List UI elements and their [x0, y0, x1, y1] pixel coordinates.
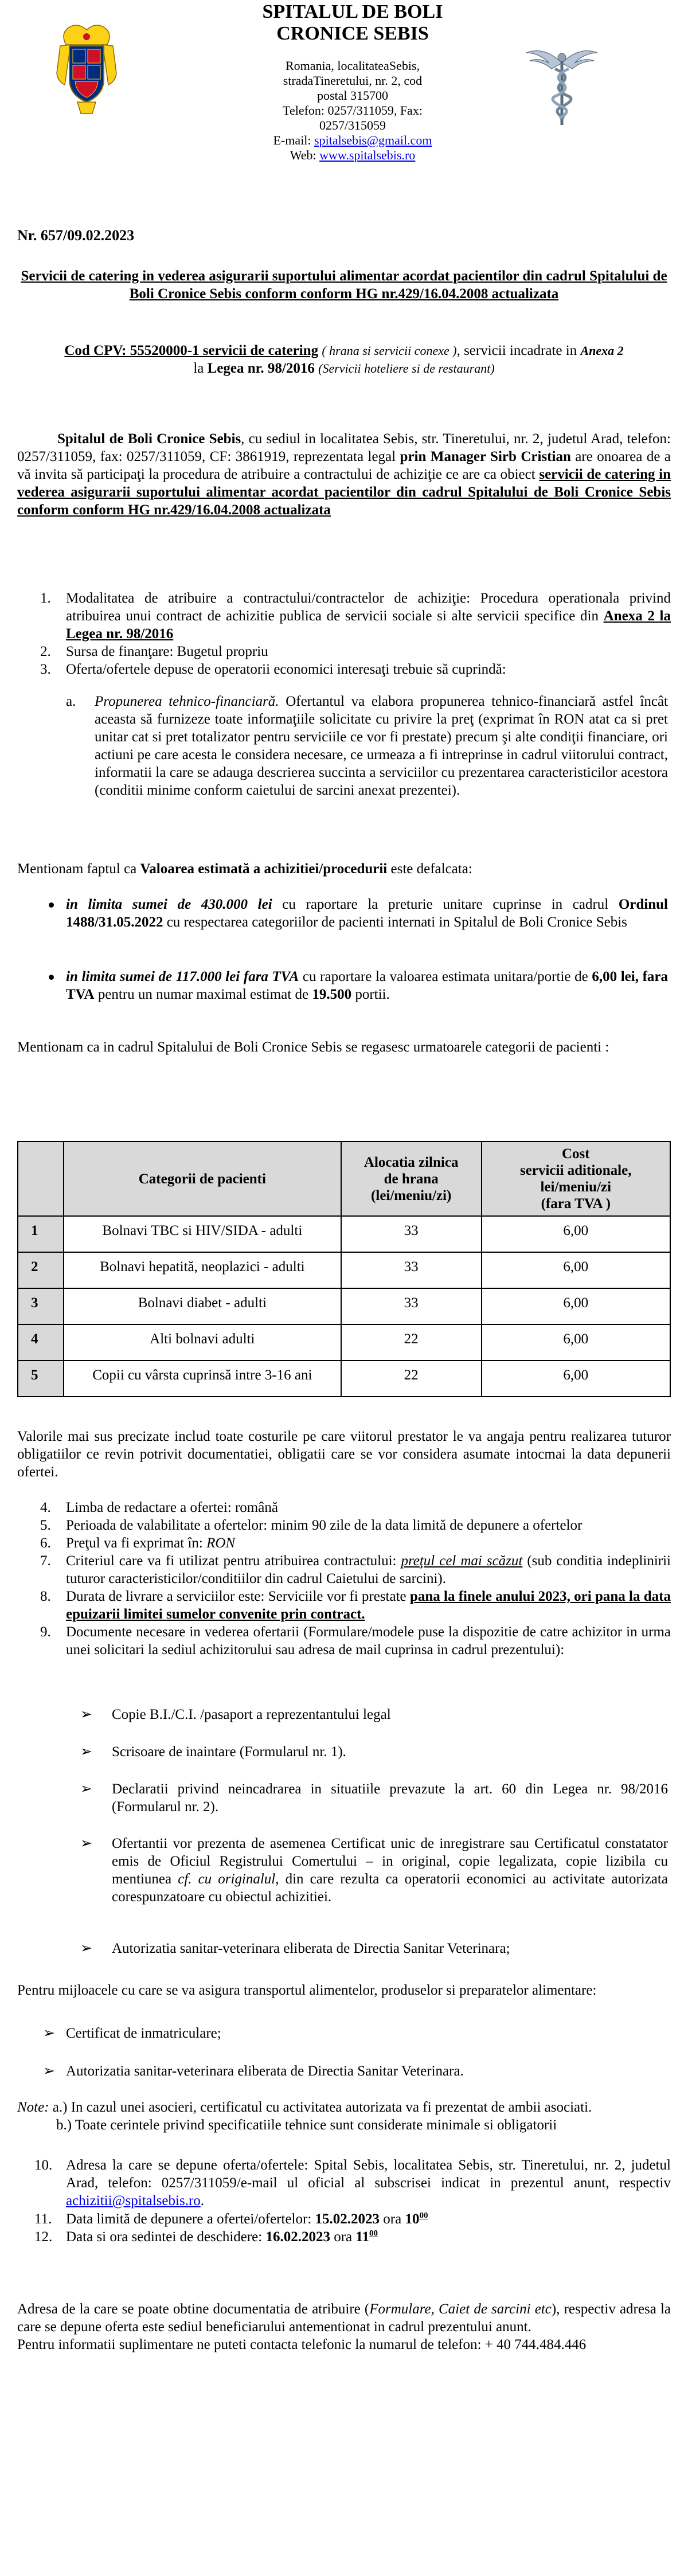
- address-line: postal 315700: [316, 88, 389, 103]
- cpv-code: Cod CPV: 55520000-1 servicii de catering ( hrana si servicii conexe ), servicii incadrate in Anexa 2 la Legea nr. 98/2016 (Servicii hoteliere si de restaurant): [64, 343, 624, 376]
- document-subject: Servicii de catering in vederea asigurarii suportului alimentar acordat pacientilor din cadrul Spitalului de Boli Cronice Sebis conform conform HG nr.429/16.04.2008 actualizata: [21, 268, 667, 302]
- sub-item-a: a. Propunerea tehnico-financiară. Ofertantul va elabora propunerea tehnico-financiară astfel încât aceasta să furnizeze toate informaţiile solicitate cu privire la preţ (exprimat în RON atat ca si pret unitar cat si pret totalizator pentru serviciile ce vor fi prestate) precum şi alte condiţii financiare, ori actiuni pe care acesta le considera necesare, ce urmeaza a fi intreprinse in cadrul viitorului contract, informatii la care se adauga descrierea succinta a serviciilor cu prezentarea caracteristicilor acestora (conditii minime conform caietului de sarcini anexat prezentei).: [66, 694, 669, 798]
- document-requirement: ➢ Declaratii privind neincadrarea in situatiile prevazute la art. 60 din Legea nr. 98/2016 (Formularul nr. 2).: [80, 1781, 668, 1815]
- list-item: 12. Data si ora sedintei de deschidere: 16.02.2023 ora $11^{00}$: [34, 2229, 378, 2245]
- values-note: Valorile mai sus precizate includ toate costurile pe care viitorul prestator le va angaja pentru realizarea tuturor obligatiilor ce revin potrivit documentatiei, obligatii care se vor considera asumate intocmai la data depunerii ofertei.: [17, 1429, 671, 1480]
- address-line: Romania, localitateaSebis,: [286, 58, 420, 73]
- procurement-email-link[interactable]: achizitii@spitalsebis.ro: [66, 2193, 201, 2208]
- table-header-row: [18, 1142, 670, 1216]
- document-requirement: ➢ Ofertantii vor prezenta de asemenea Certificat unic de inregistrare sau Certificatul constatator emis de Oficiul Registrului Comertului – in original, copie legalizata, copie lizibila cu mentiunea cf. cu originalul, din care rezulta ca operatorii economici au activitate autorizata corespunzatoare cu obiectul achizitiei.: [80, 1836, 668, 1905]
- list-item: 8. Durata de livrare a serviciilor este: Serviciile vor fi prestate pana la finele anului 2023, ori pana la data epuizarii limitei sumelor convenite prin contract.: [40, 1589, 671, 1622]
- document-number: Nr. 657/09.02.2023: [17, 227, 135, 244]
- table-header-allowance: Alocatia zilnica de hrana (lei/meniu/zi): [341, 1142, 482, 1216]
- arrowhead-bullet-icon: ➢: [80, 1836, 92, 1851]
- patient-categories-table: [17, 1141, 671, 1397]
- intro-paragraph: Spitalul de Boli Cronice Sebis, cu sediul in localitatea Sebis, str. Tineretului, nr. 2, judetul Arad, telefon: 0257/311059, fax: 0257/311059, CF: 3861919, reprezentata legal prin Manager Sirb Cristian are onoarea de a vă invita să participaţi la procedura de atribuire a contractului de achiziţie ce are ca obiect servicii de catering in vederea asigurarii suportului alimentar acordat pacientilor din cadrul Spitalului de Boli Cronice Sebis conform conform HG nr.429/16.04.2008 actualizata: [17, 431, 671, 518]
- table-header-index: [18, 1142, 64, 1216]
- document-requirement: ➢ Autorizatia sanitar-veterinara eliberata de Directia Sanitar Veterinara;: [80, 1941, 510, 1956]
- web-line: Web: www.spitalsebis.ro: [290, 148, 416, 162]
- list-item: 5. Perioada de valabilitate a ofertelor: minim 90 zile de la data limită de depunere a ofertelor: [40, 1518, 583, 1533]
- closing-paragraph: Adresa de la care se poate obtine documentatia de atribuire (Formulare, Caiet de sarcini etc), respectiv adresa la care se depune oferta este sediul beneficiarului antementionat in cadrul prezentului anunt. Pentru informatii suplimentare ne puteti contacta telefonic la numarul de telefon: + 40 744.484.446: [17, 2301, 671, 2352]
- table-row: 4 Alti bolnavi adulti 22 6,00: [18, 1324, 670, 1361]
- document-requirement: ➢ Scrisoare de inaintare (Formularul nr. 1).: [80, 1744, 346, 1760]
- table-row: 3 Bolnavi diabet - adulti 33 6,00: [18, 1288, 670, 1324]
- arrowhead-bullet-icon: ➢: [80, 1781, 92, 1797]
- list-item: 9. Documente necesare in vederea ofertarii (Formulare/modele puse la dispozitie de catre achizitor in urma unei solicitari la sediul achizitorului sau adresa de mail cuprinsa in cadrul prezentului):: [40, 1624, 671, 1658]
- list-item: 4. Limba de redactare a ofertei: română: [40, 1500, 278, 1515]
- hospital-title: SPITALUL DE BOLI CRONICE SEBIS: [262, 1, 443, 44]
- bullet-item: in limita sumei de 117.000 lei fara TVA cu raportare la valoarea estimata unitara/portie de 6,00 lei, fara TVA pentru un numar maximal estimat de 19.500 portii.: [66, 968, 668, 1003]
- address-line: stradaTineretului, nr. 2, cod: [283, 73, 423, 88]
- romania-coat-of-arms-icon: [54, 22, 119, 116]
- estimated-value-intro: Mentionam faptul ca Valoarea estimată a achizitiei/procedurii este defalcata:: [17, 861, 472, 877]
- transport-requirement: ➢ Autorizatia sanitar-veterinara eliberata de Directia Sanitar Veterinara.: [43, 2063, 464, 2079]
- arrowhead-bullet-icon: ➢: [43, 2026, 55, 2041]
- notes: Note: a.) In cazul unei asocieri, certificatul cu activitatea autorizata va fi prezentat de ambii asociati. b.) Toate cerintele privind specificatiile tehnice sunt considerate minimale si obligatorii: [17, 2100, 592, 2133]
- table-row: 2 Bolnavi hepatită, neoplazici - adulti 33 6,00: [18, 1252, 670, 1288]
- document-requirement: ➢ Copie B.I./C.I. /pasaport a reprezentantului legal: [80, 1707, 391, 1722]
- list-item: 2. Sursa de finanţare: Bugetul propriu: [40, 644, 268, 659]
- email-line: E-mail: spitalsebis@gmail.com: [273, 133, 432, 147]
- arrowhead-bullet-icon: ➢: [80, 1744, 92, 1760]
- bullet-dot-icon: [49, 902, 54, 908]
- web-link[interactable]: www.spitalsebis.ro: [319, 148, 416, 162]
- address-line: Telefon: 0257/311059, Fax:: [283, 103, 423, 118]
- caduceus-icon: [522, 40, 602, 126]
- arrowhead-bullet-icon: ➢: [80, 1941, 92, 1956]
- patient-categories-intro: Mentionam ca in cadrul Spitalului de Boli Cronice Sebis se regasesc urmatoarele categorii de pacienti :: [17, 1039, 609, 1055]
- table-row: 5 Copii cu vârsta cuprinsă intre 3-16 ani 22 6,00: [18, 1361, 670, 1397]
- transport-requirement: ➢ Certificat de inmatriculare;: [43, 2026, 221, 2041]
- hospital-header: [241, 0, 464, 163]
- transport-intro: Pentru mijloacele cu care se va asigura transportul alimentelor, produselor si preparatelor alimentare:: [17, 1983, 597, 1998]
- table-header-additional-cost: Cost servicii aditionale, lei/meniu/zi (fara TVA ): [482, 1142, 670, 1216]
- list-item: 11. Data limită de depunere a ofertei/ofertelor: 15.02.2023 ora $10^{00}$: [34, 2211, 428, 2227]
- list-item: 7. Criteriul care va fi utilizat pentru atribuirea contractului: preţul cel mai scăzut (sub conditia indeplinirii tuturor caracteristicilor/conditiilor din cadrul Caietului de sarcini).: [40, 1553, 671, 1586]
- arrowhead-bullet-icon: ➢: [43, 2063, 55, 2079]
- email-link[interactable]: spitalsebis@gmail.com: [314, 133, 432, 147]
- list-item: 1. Modalitatea de atribuire a contractului/contractelor de achiziţie: Procedura operationala privind atribuirea unui contract de achizitie publica de servicii sociale si alte servicii specifice din Anexa 2 la Legea nr. 98/2016: [40, 591, 671, 642]
- hospital-address: [241, 58, 464, 163]
- list-item: 10. Adresa la care se depune oferta/ofertele: Spital Sebis, localitatea Sebis, str. Tineretului, nr. 2, judetul Arad, telefon: 0257/311059/e-mail ul oficial al subscrisei indicat in prezentul anunt, respectiv achizitii@spitalsebis.ro.: [34, 2157, 671, 2208]
- table-row: 1 Bolnavi TBC si HIV/SIDA - adulti 33 6,00: [18, 1216, 670, 1252]
- bullet-dot-icon: [49, 975, 54, 980]
- bullet-item: in limita sumei de 430.000 lei cu raportare la preturie unitare cuprinse in cadrul Ordinul 1488/31.05.2022 cu respectarea categoriilor de pacienti internati in Spitalul de Boli Cronice Sebis: [66, 896, 668, 931]
- table-header-category: Categorii de pacienti: [64, 1142, 341, 1216]
- arrowhead-bullet-icon: ➢: [80, 1707, 92, 1722]
- address-line: 0257/315059: [319, 118, 386, 132]
- list-item: 6. Preţul va fi exprimat în: RON: [40, 1535, 236, 1551]
- list-item: 3. Oferta/ofertele depuse de operatorii economici interesaţi trebuie să cuprindă:: [40, 662, 506, 677]
